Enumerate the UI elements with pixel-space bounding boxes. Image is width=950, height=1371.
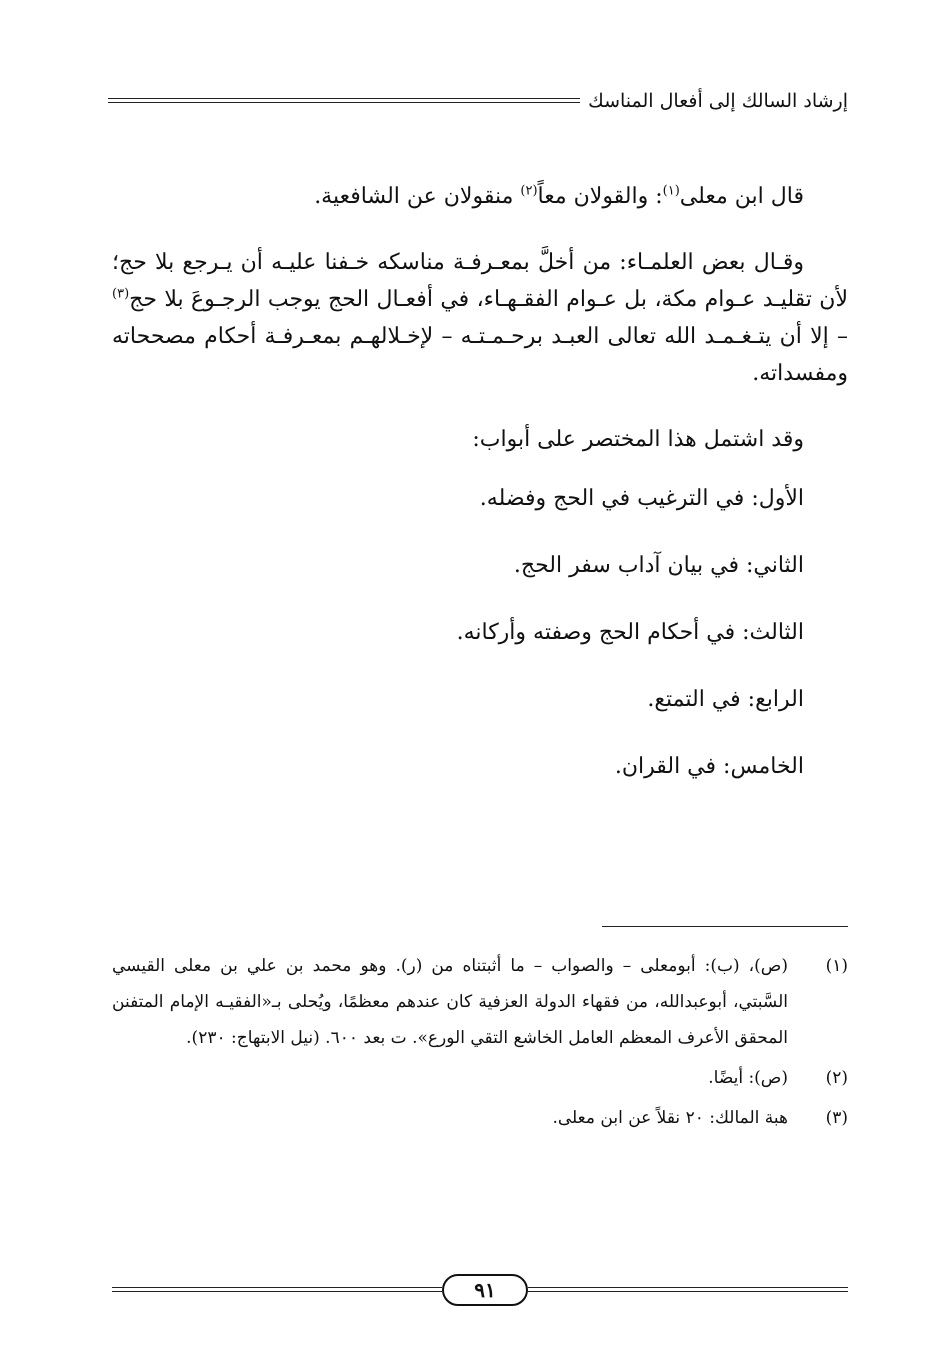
footnotes — [112, 948, 848, 1136]
running-header — [108, 86, 848, 116]
footnote-number: (٣) — [825, 1108, 848, 1128]
chapter-item-2: الثاني: في بيان آداب سفر الحج. — [513, 553, 804, 578]
page-footer — [112, 1274, 848, 1314]
chapter-item-5: الخامس: في القران. — [614, 754, 804, 779]
paragraph-3: وقد اشتمل هذا المختصر على أبواب: — [472, 427, 804, 452]
paragraph-1-text-b: : والقولان معاً — [537, 184, 663, 209]
header-title: إرشاد السالك إلى أفعال المناسك — [588, 90, 848, 112]
footnote-text: (ص)، (ب): أبومعلى – والصواب – ما أثبتناه من (ر). وهو محمد بن علي بن معلى القيسي السَّبتي، أبوعبدالله، من فقهاء الدولة العزفية كان عندهم معظمًا، ويُحلى بـ«الفقيـه الإمام المتفنن المحقق الأعرف المعظم العامل الخاشع التقي الورع». ت بعد ٦٠٠. (نيل الابتهاج: ٢٣٠). — [112, 956, 788, 1048]
footnote-1 — [112, 948, 848, 1056]
footnote-2 — [112, 1060, 848, 1096]
main-text — [112, 178, 848, 815]
footer-rule-left — [112, 1287, 442, 1292]
footnote-number: (١) — [825, 956, 848, 976]
footnote-text: (ص): أيضًا. — [708, 1068, 788, 1088]
chapter-item-3: الثالث: في أحكام الحج وصفته وأركانه. — [456, 620, 804, 645]
footnote-number: (٢) — [825, 1068, 848, 1088]
footnote-ref-3: (٣) — [112, 286, 130, 302]
chapter-item-1: الأول: في الترغيب في الحج وفضله. — [479, 486, 804, 511]
paragraph-1 — [112, 178, 848, 215]
footnote-ref-1: (١) — [662, 183, 680, 199]
footnote-ref-2: (٢) — [520, 183, 538, 199]
header-double-rule — [108, 98, 580, 103]
page-number: ٩١ — [442, 1274, 528, 1306]
paragraph-2-text-b: – إلا أن يتـغـمـد الله تعالى العبـد برحـمـتـه – لإخـلالهـم بمعـرفـة أحكام مصححاته ومفسداته. — [112, 324, 848, 386]
paragraph-2 — [112, 244, 848, 392]
paragraph-2-text-a: وقـال بعض العلمـاء: من أخلَّ بمعـرفـة مناسكه خـفنا عليـه أن يـرجع بلا حج؛ لأن تقليـد عـوام مكة، بل عـوام الفقـهـاء، في أفعـال الحج يوجب الرجـوعَ بلا حج — [112, 250, 848, 312]
paragraph-1-text-c: منقولان عن الشافعية. — [314, 184, 521, 209]
footer-rule-right — [528, 1287, 848, 1292]
footnote-text: هبة المالك: ٢٠ نقلاً عن ابن معلى. — [552, 1108, 788, 1128]
footnote-separator — [602, 926, 848, 927]
paragraph-1-text-a: قال ابن معلى — [679, 184, 804, 209]
chapter-item-4: الرابع: في التمتع. — [647, 687, 804, 712]
footnote-3 — [112, 1100, 848, 1136]
